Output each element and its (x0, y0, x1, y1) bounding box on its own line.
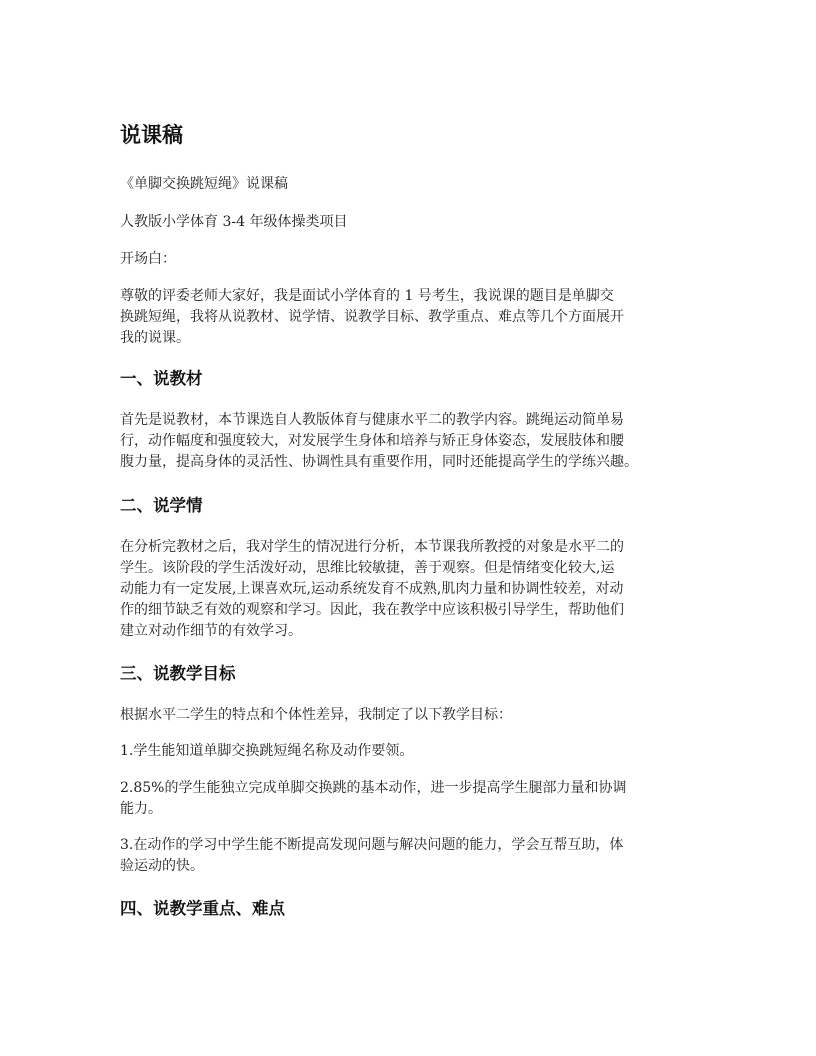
objective-line: 2.85%的学生能独立完成单脚交换跳的基本动作，进一步提高学生腿部力量和协调 (120, 780, 627, 796)
paragraph-line: 首先是说教材，本节课选自人教版体育与健康水平二的教学内容。跳绳运动简单易 (120, 412, 624, 428)
paragraph-line: 我的说课。 (120, 330, 190, 346)
section-students-paragraph (120, 537, 700, 642)
objective-item-3 (120, 835, 700, 877)
course-info-text: 人教版小学体育 3-4 年级体操类项目 (120, 214, 348, 230)
paragraph-line: 腹力量，提高身体的灵活性、协调性具有重要作用，同时还能提高学生的学练兴趣。 (120, 454, 638, 470)
opening-paragraph (120, 286, 700, 349)
section-textbook-paragraph (120, 410, 700, 473)
paragraph-line: 动能力有一定发展,上课喜欢玩,运动系统发育不成熟,肌肉力量和协调性较差，对动 (120, 581, 624, 597)
objectives-intro (120, 705, 700, 726)
paragraph-line: 行，动作幅度和强度较大，对发展学生身体和培养与矫正身体姿态，发展肢体和腰 (120, 433, 624, 449)
paragraph-line: 作的细节缺乏有效的观察和学习。因此，我在教学中应该积极引导学生，帮助他们 (120, 602, 624, 618)
objective-line: 1.学生能知道单脚交换跳短绳名称及动作要领。 (120, 743, 414, 759)
objective-line: 3.在动作的学习中学生能不断提高发现问题与解决问题的能力，学会互帮互助，体 (120, 837, 624, 853)
opening-label-text: 开场白： (120, 251, 176, 267)
paragraph-line: 在分析完教材之后，我对学生的情况进行分析，本节课我所教授的对象是水平二的 (120, 539, 624, 555)
section-heading-key-points: 四、说教学重点、难点 (120, 899, 285, 918)
paragraph-line: 尊敬的评委老师大家好，我是面试小学体育的 1 号考生，我说课的题目是单脚交 (120, 288, 614, 304)
paragraph-line: 根据水平二学生的特点和个体性差异，我制定了以下教学目标： (120, 707, 512, 723)
objective-item-1 (120, 741, 700, 762)
opening-label (120, 249, 700, 270)
paragraph-line: 学生。该阶段的学生活泼好动，思维比较敏捷，善于观察。但是情绪变化较大,运 (120, 560, 615, 576)
objective-item-2 (120, 778, 700, 820)
objective-line: 能力。 (120, 801, 162, 817)
lesson-subtitle (120, 174, 700, 195)
section-heading-students: 二、说学情 (120, 496, 203, 515)
lesson-subtitle-text: 《单脚交换跳短绳》说课稿 (120, 176, 288, 192)
course-info (120, 212, 700, 233)
paragraph-line: 换跳短绳，我将从说教材、说学情、说教学目标、教学重点、难点等几个方面展开 (120, 309, 624, 325)
objective-line: 验运动的快。 (120, 858, 204, 874)
section-heading-objectives: 三、说教学目标 (120, 664, 236, 683)
paragraph-line: 建立对动作细节的有效学习。 (120, 623, 302, 639)
section-heading-textbook: 一、说教材 (120, 369, 203, 388)
document-title: 说课稿 (120, 123, 183, 147)
